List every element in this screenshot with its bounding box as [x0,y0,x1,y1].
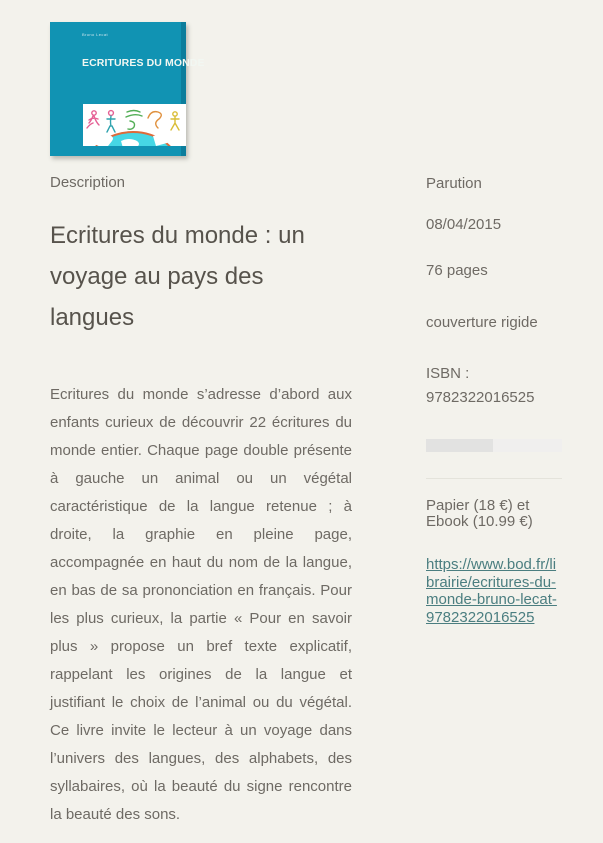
store-link[interactable]: https://www.bod.fr/librairie/ecritures-du-monde-bruno-lecat-9782322016525 [426,556,557,626]
cover-title-text: ECRITURES DU MONDE [82,57,205,69]
description-section-label: Description [50,174,126,191]
cover-art-illustration [83,104,186,146]
cover-author-name: Bruno Lecat [82,32,108,37]
book-cover-thumbnail[interactable] [50,22,205,156]
page-count: 76 pages [426,262,488,279]
release-date: 08/04/2015 [426,216,502,233]
book-title: Ecritures du monde : un voyage au pays des langues [50,222,305,331]
placeholder-bar-dark-segment [426,439,493,452]
book-description-text: Ecritures du monde s’adresse d’abord aux enfants curieux de découvrir 22 écritures du monde entier. Chaque page double présente à gauche un animal ou un végétal caractéristique de la langue retenue ; à droite, la graphie en pleine page, accompagnée en haut du nom de la langue, en bas de sa prononciation en français. Pour les plus curieux, la partie « Pour en savoir plus » propose un bref texte explicatif, rappelant les origines de la langue et justifiant le choix de l’animal ou du végétal. Ce livre invite le lecteur à un voyage dans l’univers des langues, des alphabets, des syllabaires, où la beauté du signe rencontre la beauté des sons. [50,386,352,823]
placeholder-bar-light-segment [493,439,562,452]
price-info: Papier (18 €) et Ebook (10.99 €) [426,497,533,530]
placeholder-bar [426,439,562,452]
isbn-number: 9782322016525 [426,389,535,406]
isbn-block [426,362,562,410]
cover-type: couverture rigide [426,314,538,331]
divider [426,478,562,479]
isbn-label: ISBN : [426,365,470,382]
parution-section-label: Parution [426,175,482,192]
